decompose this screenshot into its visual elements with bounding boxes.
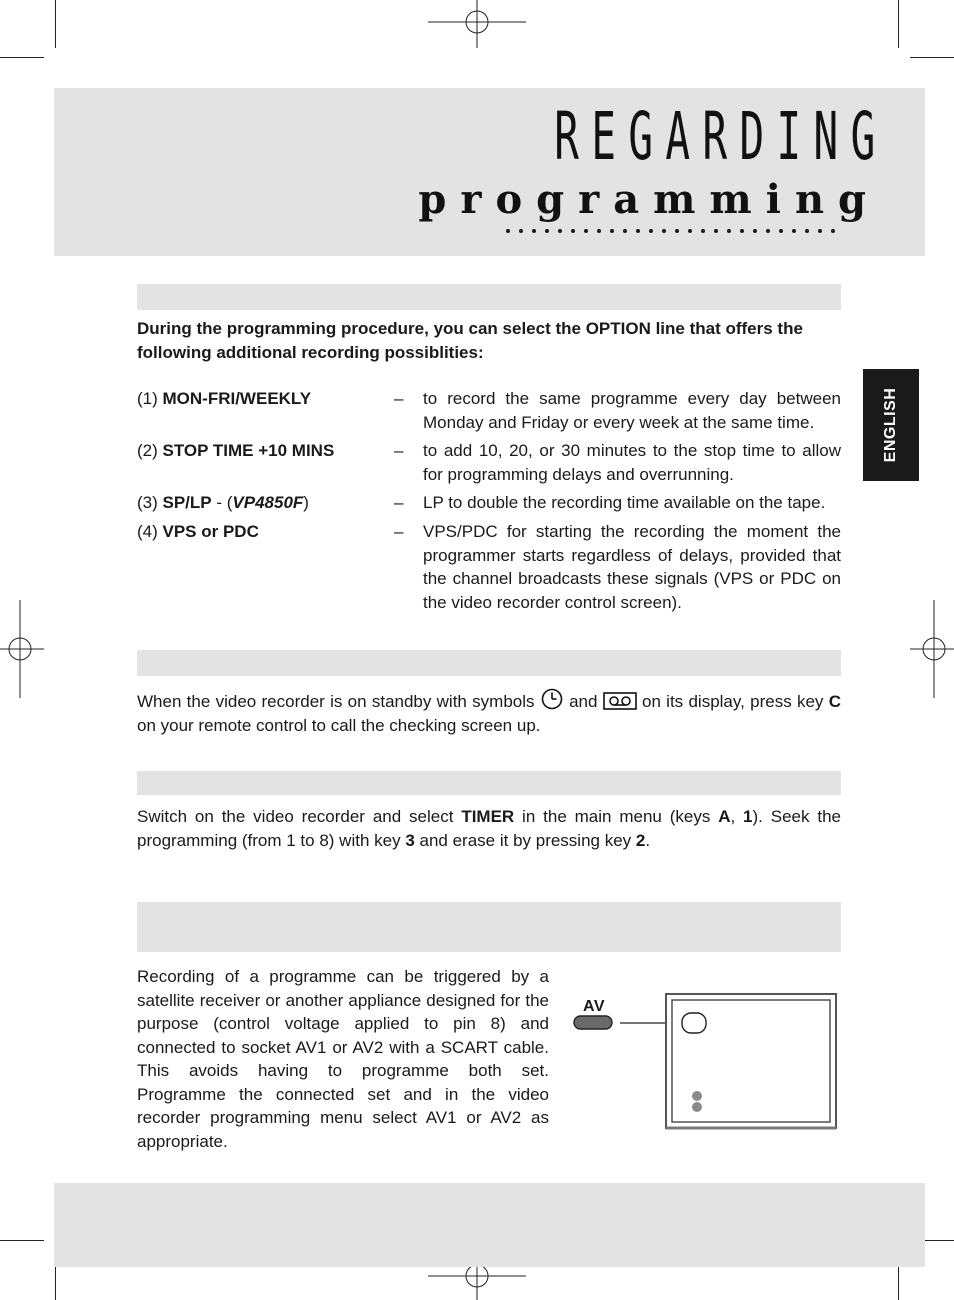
crop-mark: [910, 57, 954, 58]
option-description: to add 10, 20, or 30 minutes to the stop time to allow for programming delays and overrunning.: [423, 441, 841, 484]
option-description: to record the same programme every day between Monday and Friday or every week at the same time.: [423, 389, 841, 432]
option-item: [137, 520, 841, 616]
crop-mark: [898, 0, 899, 48]
registration-mark-icon: [0, 600, 44, 698]
option-description: LP to double the recording time available on the tape.: [423, 493, 826, 512]
av-label: AV: [583, 998, 606, 1015]
option-dash: –: [394, 441, 404, 460]
crop-mark: [0, 57, 44, 58]
section-bar: [137, 284, 841, 310]
option-item: [137, 439, 841, 487]
tv-screen-icon: [570, 990, 842, 1136]
intro-text: During the programming procedure, you can select the OPTION line that offers the following additional recording possiblities:: [137, 319, 803, 362]
language-tab: [863, 369, 919, 481]
option-item: [137, 387, 841, 435]
registration-mark-icon: [910, 600, 954, 698]
registration-mark-icon: [428, 0, 526, 48]
option-label: (1) MON-FRI/WEEKLY: [137, 389, 312, 408]
footer-band: [54, 1183, 925, 1267]
crop-mark: [55, 0, 56, 48]
page-subtitle: programming: [418, 176, 880, 223]
erasing-paragraph: Switch on the video recorder and select TIMER in the main menu (keys A, 1). Seek the programming (from 1 to 8) with key 3 and erase it by pressing key 2.: [137, 807, 841, 850]
cassette-icon: [603, 692, 637, 710]
option-dash: –: [394, 493, 404, 512]
option-dash: –: [394, 522, 404, 541]
option-description: VPS/PDC for starting the recording the moment the programmer starts regardless of delays, provided that the channel broadcasts these signals (VPS or PDC on the video recorder control screen).: [423, 522, 841, 612]
option-label: (3) SP/LP - (VP4850F): [137, 493, 309, 512]
option-label: (2) STOP TIME +10 MINS: [137, 441, 335, 460]
page-title: REGARDING: [554, 98, 888, 175]
section-bar: [137, 650, 841, 676]
option-dash: –: [394, 389, 404, 408]
section-bar: [137, 902, 841, 952]
section-bar: [137, 771, 841, 795]
option-label: (4) VPS or PDC: [137, 522, 259, 541]
dotted-rule: [505, 228, 841, 234]
language-tab-label: ENGLISH: [882, 387, 899, 463]
checking-paragraph: When the video recorder is on standby with symbols and on its display, press key C on your remote control to call the checking screen up.: [137, 688, 841, 737]
clock-icon: [540, 688, 564, 710]
crop-mark: [0, 1240, 44, 1241]
av-record-paragraph: Recording of a programme can be triggered by a satellite receiver or another appliance designed for the purpose (control voltage applied to pin 8) and connected to socket AV1 or AV2 with a SCART cable. This avoids having to programme both set. Programme the connected set and in the video recorder programming menu select AV1 or AV2 as appropriate.: [137, 967, 549, 1151]
option-item: [137, 491, 841, 515]
